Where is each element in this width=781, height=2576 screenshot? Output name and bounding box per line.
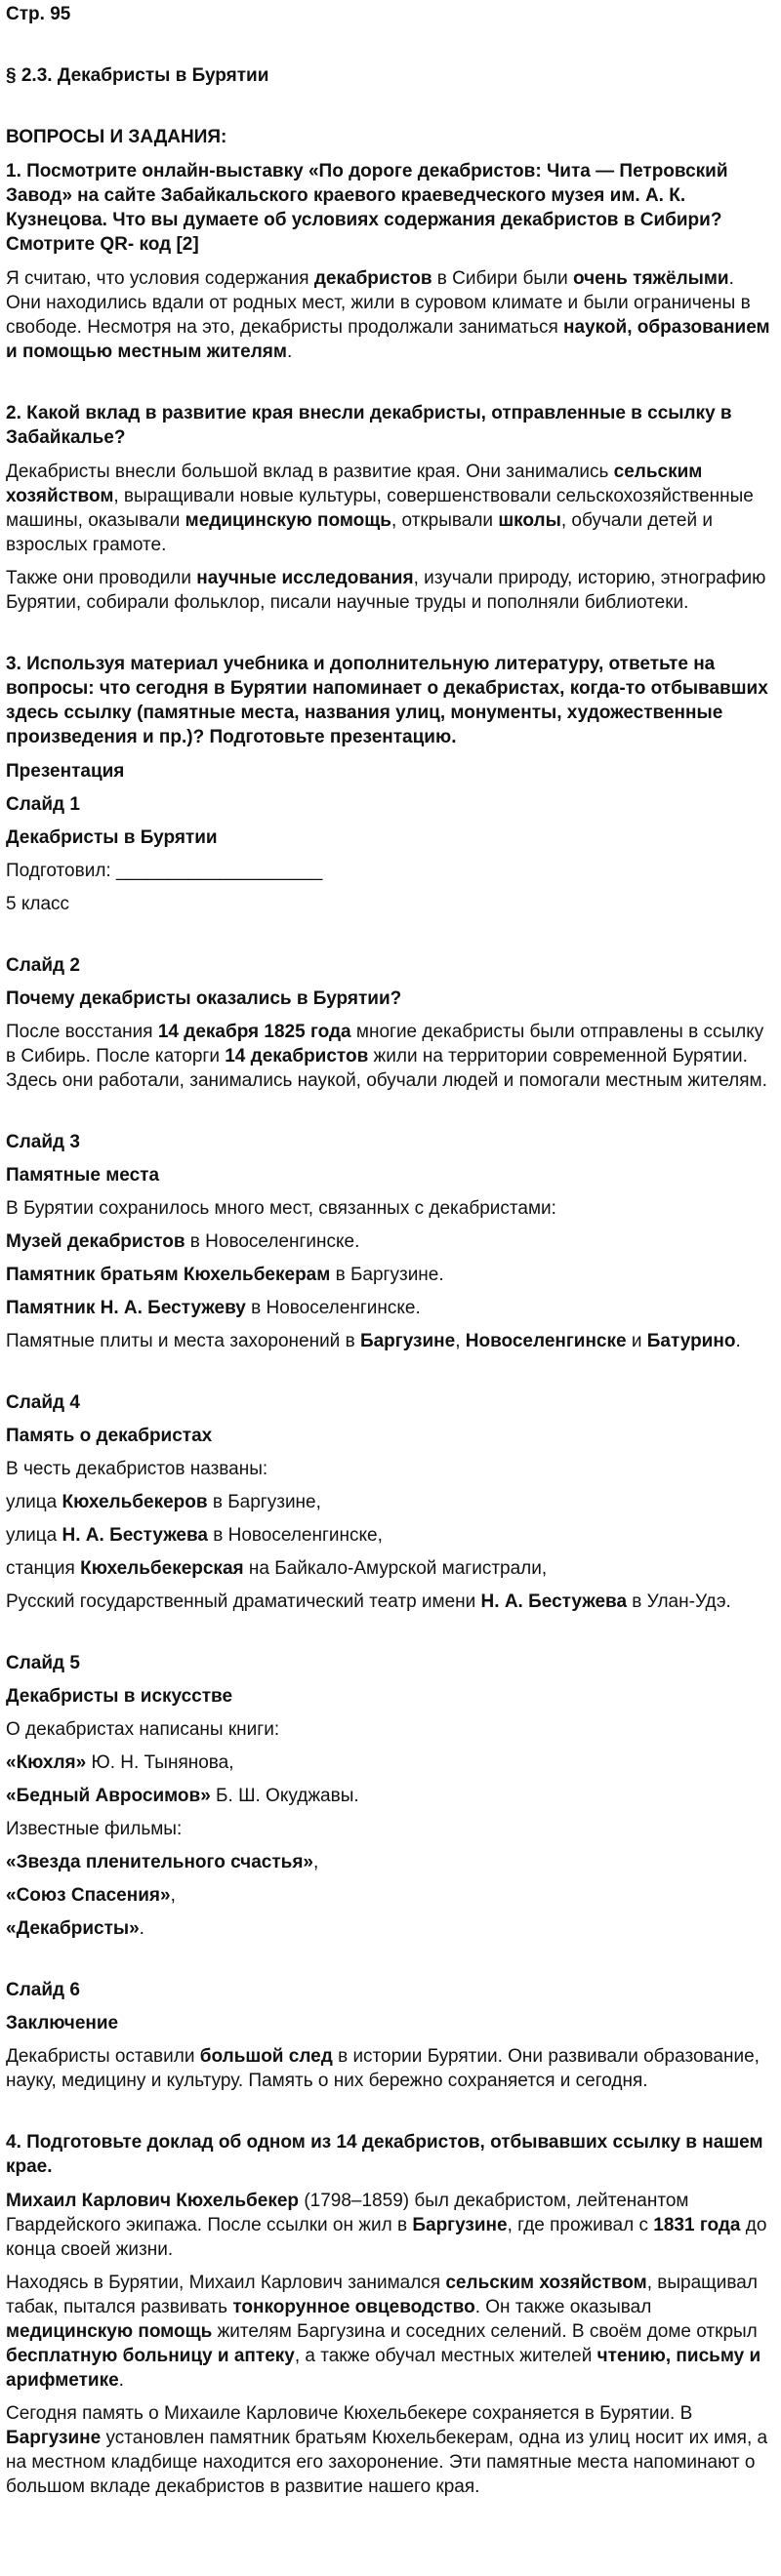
slide-1-prepared: Подготовил: ____________________ bbox=[6, 861, 323, 881]
slide-5-book-1: «Кюхля» Ю. Н. Тынянова, bbox=[6, 1752, 234, 1773]
question-3: 3. Используя материал учебника и дополнительную литературу, ответьте на вопросы: что сегодня в Бурятии напоминает о декабристах, когда-то отбывавших здесь ссылку (памятные места, названия улиц, монументы, художественные произведения и пр.)? Подготовьте презентацию. bbox=[6, 654, 768, 747]
section-title: § 2.3. Декабристы в Бурятии bbox=[6, 65, 269, 86]
answer-2-paragraph-2: Также они проводили научные исследования, изучали природу, историю, этнографию Бурятии, собирали фольклор, писали научные труды и пополняли библиотеки. bbox=[6, 568, 766, 613]
slide-5-title: Декабристы в искусстве bbox=[6, 1686, 233, 1707]
slide-6-text: Декабристы оставили большой след в истории Бурятии. Они развивали образование, науку, медицину и культуру. Память о них бережно сохраняется и сегодня. bbox=[6, 2046, 760, 2091]
slide-3-intro: В Бурятии сохранилось много мест, связанных с декабристами: bbox=[6, 1198, 556, 1219]
slide-4-label: Слайд 4 bbox=[6, 1392, 80, 1413]
slide-5-book-2: «Бедный Авросимов» Б. Ш. Окуджавы. bbox=[6, 1786, 359, 1806]
slide-6-title: Заключение bbox=[6, 2013, 119, 2033]
slide-5-label: Слайд 5 bbox=[6, 1653, 80, 1673]
slide-5-films-intro: Известные фильмы: bbox=[6, 1819, 183, 1839]
slide-3-item-4: Памятные плиты и места захоронений в Баргузине, Новоселенгинске и Батурино. bbox=[6, 1331, 741, 1351]
slide-2-text: После восстания 14 декабря 1825 года многие декабристы были отправлены в ссылку в Сибирь. После каторги 14 декабристов жили на территории современной Бурятии. Здесь они работали, занимались наукой, обучали людей и помогали местным жителям. bbox=[6, 1022, 767, 1091]
slide-2-title: Почему декабристы оказались в Бурятии? bbox=[6, 988, 402, 1009]
question-4: 4. Подготовьте доклад об одном из 14 декабристов, отбывавших ссылку в нашем крае. bbox=[6, 2132, 763, 2177]
slide-6-label: Слайд 6 bbox=[6, 1980, 80, 2000]
slide-4-intro: В честь декабристов названы: bbox=[6, 1459, 268, 1479]
slide-3-title: Памятные места bbox=[6, 1165, 160, 1186]
slide-3-item-1: Музей декабристов в Новоселенгинске. bbox=[6, 1231, 360, 1252]
questions-heading: ВОПРОСЫ И ЗАДАНИЯ: bbox=[6, 127, 227, 147]
answer-4-paragraph-1: Михаил Карлович Кюхельбекер (1798–1859) был декабристом, лейтенантом Гвардейского экипажа. После ссылки он жил в Баргузине, где проживал с 1831 года до конца своей жизни. bbox=[6, 2191, 767, 2260]
slide-4-item-3: станция Кюхельбекерская на Байкало-Амурской магистрали, bbox=[6, 1558, 548, 1579]
slide-2-label: Слайд 2 bbox=[6, 955, 80, 976]
slide-5-film-2: «Союз Спасения», bbox=[6, 1885, 176, 1906]
slide-1-label: Слайд 1 bbox=[6, 794, 80, 815]
slide-4-title: Память о декабристах bbox=[6, 1426, 213, 1446]
slide-1-title: Декабристы в Бурятии bbox=[6, 827, 218, 848]
answer-4-paragraph-2: Находясь в Бурятии, Михаил Карлович занимался сельским хозяйством, выращивал табак, пытался развивать тонкорунное овцеводство. Он также оказывал медицинскую помощь жителям Баргузина и соседних селений. В своём доме открыл бесплатную больницу и аптеку, а также обучал местных жителей чтению, письму и арифметике. bbox=[6, 2273, 761, 2391]
slide-4-item-1: улица Кюхельбекеров в Баргузине, bbox=[6, 1492, 321, 1512]
slide-3-item-2: Памятник братьям Кюхельбекерам в Баргузине. bbox=[6, 1265, 444, 1285]
slide-3-label: Слайд 3 bbox=[6, 1132, 80, 1152]
answer-4-paragraph-3: Сегодня память о Михаиле Карловиче Кюхельбекере сохраняется в Бурятии. В Баргузине установлен памятник братьям Кюхельбекерам, одна из улиц носит их имя, а на местном кладбище находится его захоронение. Эти памятные места напоминают о большом вкладе декабристов в развитие нашего края. bbox=[6, 2403, 768, 2497]
slide-4-item-2: улица Н. А. Бестужева в Новоселенгинске, bbox=[6, 1525, 383, 1546]
slide-3-item-3: Памятник Н. А. Бестужеву в Новоселенгинске. bbox=[6, 1298, 421, 1318]
question-2: 2. Какой вклад в развитие края внесли декабристы, отправленные в ссылку в Забайкалье? bbox=[6, 403, 732, 448]
slide-1-grade: 5 класс bbox=[6, 894, 70, 914]
answer-1: Я считаю, что условия содержания декабристов в Сибири были очень тяжёлыми. Они находились вдали от родных мест, жили в суровом климате и были ограничены в свободе. Несмотря на это, декабристы продолжали заниматься наукой, образованием и помощью местным жителям. bbox=[6, 268, 770, 362]
presentation-label: Презентация bbox=[6, 761, 125, 782]
slide-5-film-3: «Декабристы». bbox=[6, 1918, 144, 1939]
slide-4-item-4: Русский государственный драматический театр имени Н. А. Бестужева в Улан-Удэ. bbox=[6, 1591, 731, 1612]
question-1: 1. Посмотрите онлайн-выставку «По дороге декабристов: Чита — Петровский Завод» на сайте Забайкальского краевого краеведческого музея им. А. К. Кузнецова. Что вы думаете об условиях содержания декабристов в Сибири? Смотрите QR- код [2] bbox=[6, 161, 728, 255]
slide-5-film-1: «Звезда пленительного счастья», bbox=[6, 1852, 319, 1872]
answer-2-paragraph-1: Декабристы внесли большой вклад в развитие края. Они занимались сельским хозяйством, выращивали новые культуры, совершенствовали сельскохозяйственные машины, оказывали медицинскую помощь, открывали школы, обучали детей и взрослых грамоте. bbox=[6, 462, 754, 555]
page-label: Стр. 95 bbox=[6, 4, 71, 24]
slide-5-books-intro: О декабристах написаны книги: bbox=[6, 1719, 280, 1740]
